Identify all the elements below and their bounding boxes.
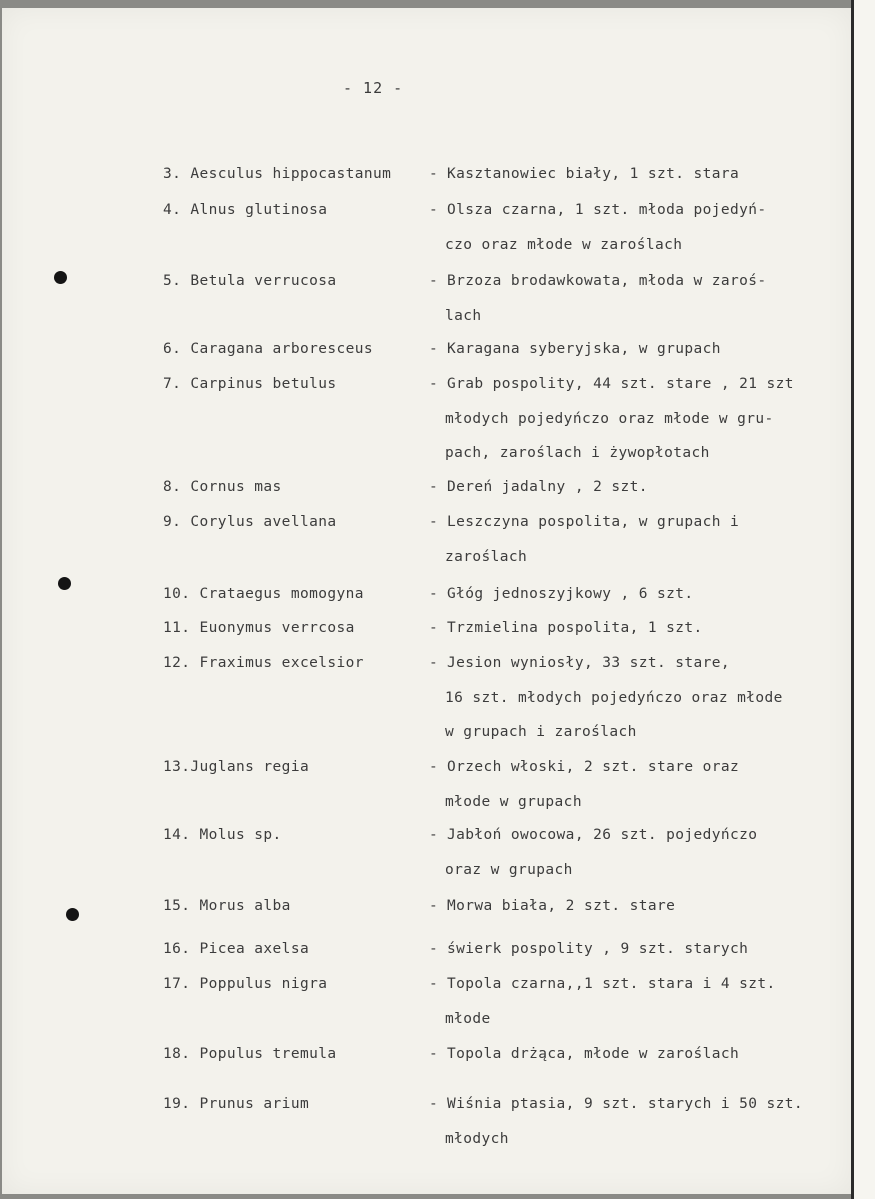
punch-hole-icon <box>66 908 79 921</box>
entry-dash: - <box>429 514 439 530</box>
species-description: Trzmielina pospolita, 1 szt. <box>447 620 703 636</box>
species-description: Topola czarna,,1 szt. stara i 4 szt. <box>447 976 776 992</box>
species-latin-name: 17. Poppulus nigra <box>163 976 328 992</box>
species-description-continued: młodych <box>445 1130 509 1147</box>
species-description: Leszczyna pospolita, w grupach i <box>447 514 740 530</box>
punch-hole-icon <box>58 577 71 590</box>
species-latin-name: 18. Populus tremula <box>163 1046 337 1062</box>
page-number: - 12 - <box>343 79 404 97</box>
species-latin-name: 13.Juglans regia <box>163 759 310 775</box>
entry-dash: - <box>429 586 439 602</box>
species-latin-name: 11. Euonymus verrcosa <box>163 620 355 636</box>
species-description-continued: zaroślach <box>445 548 528 565</box>
species-latin-name: 3. Aesculus hippocastanum <box>163 166 392 182</box>
species-description-continued: w grupach i zaroślach <box>445 724 637 740</box>
species-description: Jabłoń owocowa, 26 szt. pojedyńczo <box>447 827 758 843</box>
entry-dash: - <box>429 655 439 671</box>
entry-dash: - <box>429 1046 439 1062</box>
species-latin-name: 4. Alnus glutinosa <box>163 202 328 218</box>
punch-hole-icon <box>54 271 67 284</box>
entry-dash: - <box>429 941 439 957</box>
species-latin-name: 5. Betula verrucosa <box>163 273 337 289</box>
species-latin-name: 10. Crataegus momogyna <box>163 586 364 602</box>
species-description: Brzoza brodawkowata, młoda w zaroś- <box>447 273 767 289</box>
species-latin-name: 6. Caragana arboresceus <box>163 341 373 357</box>
entry-dash: - <box>429 898 439 914</box>
species-description: Głóg jednoszyjkowy , 6 szt. <box>447 586 694 602</box>
entry-dash: - <box>429 376 439 392</box>
entry-dash: - <box>429 620 439 636</box>
species-description-continued: czo oraz młode w zaroślach <box>445 236 683 253</box>
species-latin-name: 8. Cornus mas <box>163 479 282 495</box>
document-page <box>2 8 851 1194</box>
entry-dash: - <box>429 759 439 775</box>
species-latin-name: 9. Corylus avellana <box>163 514 337 530</box>
species-description: Grab pospolity, 44 szt. stare , 21 szt <box>447 376 794 392</box>
entry-dash: - <box>429 479 439 495</box>
species-description-continued: oraz w grupach <box>445 861 573 878</box>
species-description-continued: młode <box>445 1010 491 1027</box>
species-description: Olsza czarna, 1 szt. młoda pojedyń- <box>447 202 767 218</box>
entry-dash: - <box>429 166 439 182</box>
species-latin-name: 15. Morus alba <box>163 898 291 914</box>
species-latin-name: 12. Fraximus excelsior <box>163 655 364 671</box>
species-description: Karagana syberyjska, w grupach <box>447 341 721 357</box>
page-edge <box>851 0 875 1199</box>
species-description: Jesion wyniosły, 33 szt. stare, <box>447 655 731 671</box>
species-description: Morwa biała, 2 szt. stare <box>447 898 676 914</box>
species-latin-name: 7. Carpinus betulus <box>163 376 337 392</box>
entry-dash: - <box>429 976 439 992</box>
species-description-continued: pach, zaroślach i żywopłotach <box>445 445 710 461</box>
species-description: Kasztanowiec biały, 1 szt. stara <box>447 166 740 182</box>
species-description: Topola drżąca, młode w zaroślach <box>447 1046 740 1062</box>
entry-dash: - <box>429 827 439 843</box>
species-latin-name: 19. Prunus arium <box>163 1096 310 1112</box>
species-latin-name: 16. Picea axelsa <box>163 941 310 957</box>
species-description-continued: lach <box>445 307 482 324</box>
species-description: Dereń jadalny , 2 szt. <box>447 479 648 495</box>
entry-dash: - <box>429 273 439 289</box>
species-latin-name: 14. Molus sp. <box>163 827 282 843</box>
species-description: Orzech włoski, 2 szt. stare oraz <box>447 759 740 775</box>
species-description-continued: młode w grupach <box>445 793 582 810</box>
entry-dash: - <box>429 341 439 357</box>
species-description-continued: 16 szt. młodych pojedyńczo oraz młode <box>445 689 783 706</box>
species-description: świerk pospolity , 9 szt. starych <box>447 941 749 957</box>
entry-dash: - <box>429 202 439 218</box>
species-description-continued: młodych pojedyńczo oraz młode w gru- <box>445 410 774 427</box>
entry-dash: - <box>429 1096 439 1112</box>
page-edge-line <box>851 0 854 1199</box>
species-description: Wiśnia ptasia, 9 szt. starych i 50 szt. <box>447 1096 804 1112</box>
